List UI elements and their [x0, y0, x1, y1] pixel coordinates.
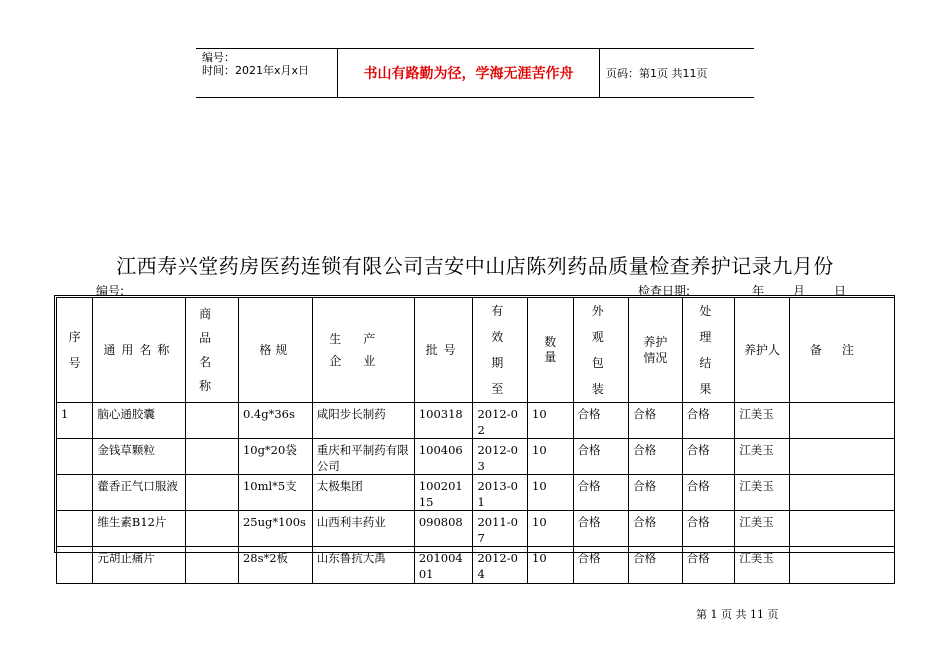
col-header-caretaker: 养护人 [735, 298, 790, 403]
table-row [57, 547, 895, 584]
cell-spec: 0.4g*36s [238, 403, 312, 439]
document-header [196, 48, 754, 98]
col-header-remark: 备注 [789, 298, 894, 403]
page-title: 江西寿兴堂药房医药连锁有限公司吉安中山店陈列药品质量检查养护记录九月份 [116, 254, 834, 278]
col-header-generic-name: 通用名称 [93, 298, 186, 403]
cell-generic-name: 元胡止痛片 [93, 547, 186, 584]
cell-trade-name [186, 403, 239, 439]
cell-appearance: 合格 [573, 403, 629, 439]
cell-remark [789, 475, 894, 511]
day-label: 日 [834, 284, 847, 298]
page-footer: 第 1 页 共 11 页 [696, 608, 779, 621]
cell-spec: 28s*2板 [238, 547, 312, 584]
cell-result: 合格 [682, 475, 735, 511]
cell-spec: 10g*20袋 [238, 439, 312, 475]
cell-manufacturer: 山东鲁抗大禹 [312, 547, 414, 584]
col-header-maintenance: 养护情况 [629, 298, 683, 403]
table-body [57, 403, 895, 584]
cell-seq: 1 [57, 403, 93, 439]
table-row [57, 403, 895, 439]
cell-manufacturer: 重庆和平制药有限公司 [312, 439, 414, 475]
cell-trade-name [186, 511, 239, 547]
cell-result: 合格 [682, 547, 735, 584]
cell-remark [789, 403, 894, 439]
cell-batch: 10020115 [414, 475, 473, 511]
inspection-table [56, 297, 895, 584]
cell-caretaker: 江美玉 [735, 547, 790, 584]
bianhao-label: 编号： [202, 51, 235, 64]
cell-result: 合格 [682, 439, 735, 475]
cell-qty: 10 [528, 547, 573, 584]
cell-maintenance: 合格 [629, 511, 683, 547]
cell-remark [789, 511, 894, 547]
cell-maintenance: 合格 [629, 547, 683, 584]
header-info-cell [196, 49, 338, 97]
col-header-qty: 数量 [528, 298, 573, 403]
cell-remark [789, 547, 894, 584]
cell-qty: 10 [528, 511, 573, 547]
cell-trade-name [186, 547, 239, 584]
cell-batch: 100318 [414, 403, 473, 439]
cell-appearance: 合格 [573, 511, 629, 547]
cell-expiry: 2012-04 [473, 547, 528, 584]
cell-caretaker: 江美玉 [735, 511, 790, 547]
cell-seq [57, 547, 93, 584]
cell-expiry: 2013-01 [473, 475, 528, 511]
cell-expiry: 2012-02 [473, 403, 528, 439]
check-date-label: 检查日期: [638, 284, 691, 298]
col-header-seq: 序号 [57, 298, 93, 403]
col-header-spec: 格规 [238, 298, 312, 403]
cell-expiry: 2011-07 [473, 511, 528, 547]
cell-seq [57, 439, 93, 475]
cell-generic-name: 金钱草颗粒 [93, 439, 186, 475]
col-header-manufacturer: 生产企业 [312, 298, 414, 403]
cell-expiry: 2012-03 [473, 439, 528, 475]
col-header-trade-name: 商品名称 [186, 298, 239, 403]
cell-qty: 10 [528, 403, 573, 439]
cell-generic-name: 维生素B12片 [93, 511, 186, 547]
cell-appearance: 合格 [573, 439, 629, 475]
month-label: 月 [793, 284, 806, 298]
col-header-batch: 批号 [414, 298, 473, 403]
cell-seq [57, 475, 93, 511]
cell-remark [789, 439, 894, 475]
cell-batch: 090808 [414, 511, 473, 547]
cell-maintenance: 合格 [629, 439, 683, 475]
table-row [57, 475, 895, 511]
cell-appearance: 合格 [573, 547, 629, 584]
cell-qty: 10 [528, 475, 573, 511]
cell-batch: 20100401 [414, 547, 473, 584]
time-label: 时间：2021年x月x日 [202, 64, 310, 77]
cell-trade-name [186, 439, 239, 475]
cell-trade-name [186, 475, 239, 511]
col-header-expiry: 有效期至 [473, 298, 528, 403]
page-info: 页码：第1页 共11页 [606, 67, 708, 80]
cell-maintenance: 合格 [629, 403, 683, 439]
cell-seq [57, 511, 93, 547]
table-row [57, 439, 895, 475]
cell-generic-name: 藿香正气口服液 [93, 475, 186, 511]
cell-generic-name: 脑心通胶囊 [93, 403, 186, 439]
cell-caretaker: 江美玉 [735, 403, 790, 439]
motto: 书山有路勤为径，学海无涯苦作舟 [338, 49, 600, 97]
cell-caretaker: 江美玉 [735, 475, 790, 511]
cell-maintenance: 合格 [629, 475, 683, 511]
year-label: 年 [752, 284, 765, 298]
cell-manufacturer: 咸阳步长制药 [312, 403, 414, 439]
cell-batch: 100406 [414, 439, 473, 475]
cell-appearance: 合格 [573, 475, 629, 511]
cell-spec: 25ug*100s [238, 511, 312, 547]
record-number-label: 编号: [96, 284, 125, 298]
cell-manufacturer: 山西利丰药业 [312, 511, 414, 547]
table-header-row [57, 298, 895, 403]
table-row [57, 511, 895, 547]
col-header-appearance: 外观包装 [573, 298, 629, 403]
cell-qty: 10 [528, 439, 573, 475]
cell-caretaker: 江美玉 [735, 439, 790, 475]
cell-result: 合格 [682, 511, 735, 547]
cell-result: 合格 [682, 403, 735, 439]
col-header-result: 处理结果 [682, 298, 735, 403]
cell-manufacturer: 太极集团 [312, 475, 414, 511]
cell-spec: 10ml*5支 [238, 475, 312, 511]
